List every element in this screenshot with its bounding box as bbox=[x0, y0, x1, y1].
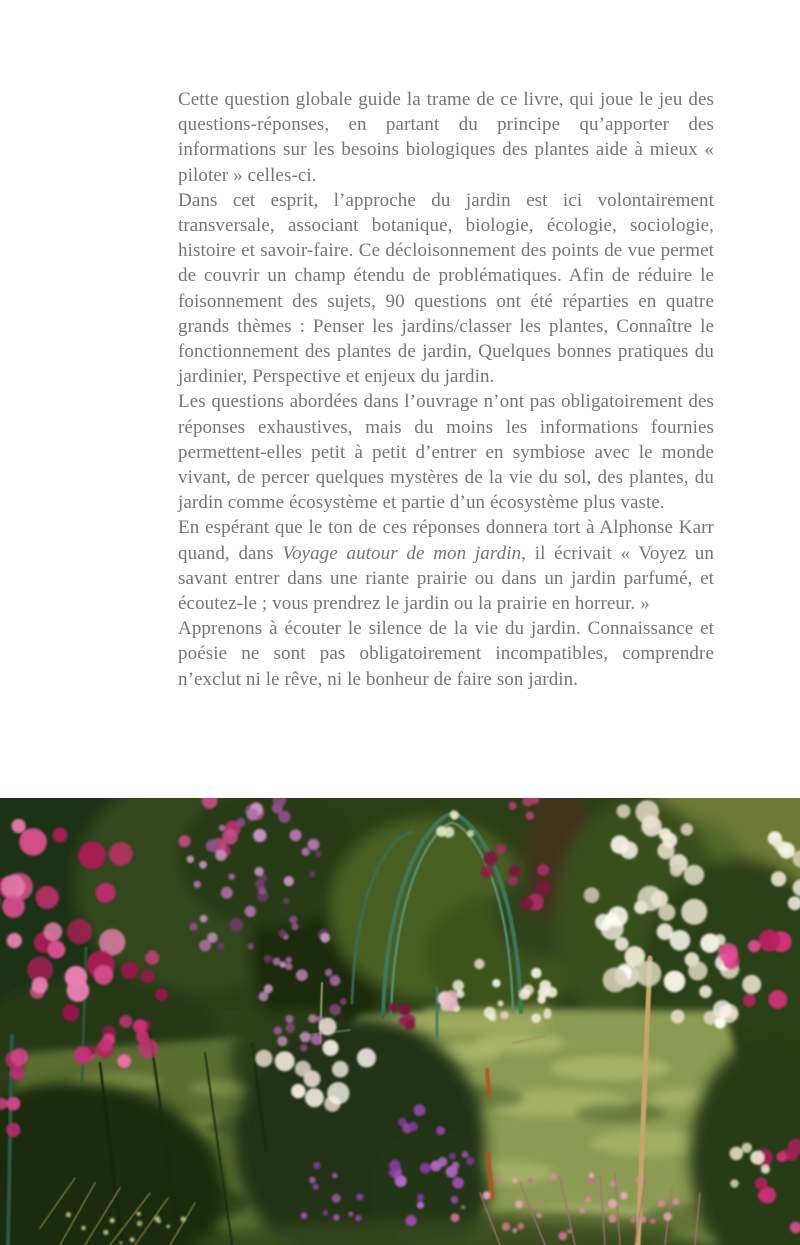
paragraph: Les questions abordées dans l’ouvrage n’ont pas obligatoirement des réponses exhaustives, mais du moins les informations fournies permettent-elles petit à petit d’entrer en symbiose avec le monde vivant, de percer quelques mystères de la vie du sol, des plantes, du jardin comme écosystème et partie d’un écosystème plus vaste. bbox=[178, 391, 714, 514]
paragraph: En espérant que le ton de ces réponses donnera tort à Alphonse Karr quand, dans Voyage autour de mon jardin, il écrivait « Voyez un savant entrer dans une riante prairie ou dans un jardin parfumé, et écoutez-le ; vous prendrez le jardin ou la prairie en horreur. » bbox=[178, 517, 715, 615]
garden-photo bbox=[0, 798, 800, 1245]
paragraph: Apprenons à écouter le silence de la vie du jardin. Connaissance et poésie ne sont pas obligatoirement incompatibles, comprendre n’exclut ni le rêve, ni le bonheur de faire son jardin. bbox=[178, 618, 714, 690]
paragraph: Cette question globale guide la trame de ce livre, qui joue le jeu des questions-réponses, en partant du principe qu’apporter des informations sur les besoins biologiques des plantes aide à mieux « piloter » celles-ci. bbox=[178, 89, 714, 186]
body-text bbox=[178, 87, 714, 692]
paragraph: Dans cet esprit, l’approche du jardin est ici volontairement transversale, associant botanique, biologie, écologie, sociologie, histoire et savoir-faire. Ce décloisonnement des points de vue permet de couvrir un champ étendu de problématiques. Afin de réduire le foisonnement des sujets, 90 questions ont été réparties en quatre grands thèmes : Penser les jardins/classer les plantes, Connaître le fonctionnement des plantes de jardin, Quelques bonnes pratiques du jardinier, Perspective et enjeux du jardin. bbox=[178, 189, 714, 388]
